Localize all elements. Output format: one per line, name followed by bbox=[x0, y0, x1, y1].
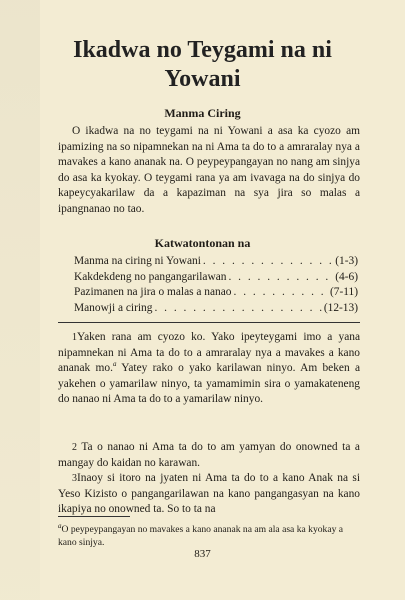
intro-heading: Manma Ciring bbox=[164, 106, 241, 120]
outline-item-ref: (1-3) bbox=[335, 255, 358, 267]
footnote-marker: a bbox=[112, 360, 117, 369]
outline-item bbox=[74, 285, 358, 301]
verse-number: 1 bbox=[72, 332, 77, 343]
outline-item-label: Manowji a ciring bbox=[74, 301, 153, 314]
outline-leader-dots bbox=[201, 254, 335, 270]
outline-leader-dots bbox=[226, 270, 335, 286]
outline-item bbox=[74, 270, 358, 286]
outline-leader-dots bbox=[152, 301, 323, 317]
footnote-rule bbox=[58, 516, 130, 517]
book-title-line-1: Ikadwa no Teygami na ni bbox=[73, 37, 332, 63]
outline-item bbox=[74, 254, 358, 270]
verse-number: 3 bbox=[72, 473, 77, 484]
verse-text: Ta o nanao ni Ama ta do to am yamyan do onowned ta a mangay do kaidan no karawan. bbox=[58, 441, 360, 469]
verse-text: Yatey rako o yako karilawan ninyo. Am beken a yakehen o yamarilaw ninyo, ta yamamimin sira o yamakateneng do nanao ni Ama ta do to a yamarilaw ninyo. bbox=[58, 362, 360, 406]
section-divider bbox=[58, 322, 360, 323]
outline-item-label: Manma na ciring ni Yowani bbox=[74, 255, 201, 267]
book-title-line-2: Yowani bbox=[164, 66, 241, 92]
footnote-text: O peypeypangayan no mavakes a kano ananak na am ala asa ka kyokay a kano sinjya. bbox=[58, 524, 344, 548]
footnote-marker: a bbox=[58, 521, 62, 530]
outline-item-ref: (7-11) bbox=[329, 286, 358, 299]
verse-text: Yaken rana am cyozo ko. Yako ipeyteygami imo a yana nipamnekan ni Ama ta do to a amraralay nya a mavakes a kano ananak mo. bbox=[58, 331, 360, 375]
outline-item-label: Kakdekdeng no pangangarilawan bbox=[74, 270, 227, 283]
verse-block-1 bbox=[58, 330, 360, 408]
page-number: 837 bbox=[194, 548, 211, 560]
outline-item-ref: (4-6) bbox=[335, 270, 358, 283]
verse-number: 2 bbox=[72, 442, 77, 453]
outline-item-ref: (12-13) bbox=[323, 301, 358, 314]
verse-block-2 bbox=[58, 440, 360, 471]
outline-item bbox=[74, 301, 358, 317]
verse-text: Inaoy si itoro na jyaten ni Ama ta do to a kano Anak na si Yeso Kizisto o pangangarilawan na kano pangangasyan na kano ikapiya no onowned ta. So to ta na bbox=[58, 472, 360, 516]
outline-item-label: Pazimanen na jira o malas a nanao bbox=[74, 286, 232, 299]
footnote bbox=[58, 521, 360, 549]
verse-block-3 bbox=[58, 471, 360, 518]
outline-leader-dots bbox=[232, 285, 330, 301]
intro-paragraph: O ikadwa na no teygami na ni Yowani a asa ka cyozo am ipamizing na so nipamnekan na ni Ama ta do to a amraralay nya a mavakes a kano ananak na. O peypeypangayan no nang am sinjya do asa ka kyokay. O teygami rana ya am ivavaga na do sinjya do kapeycyakarilaw da a kapaziman na sya jira so malas a ipangnanao no tao. bbox=[58, 125, 360, 215]
outline-list bbox=[74, 254, 358, 316]
book-title bbox=[30, 36, 375, 94]
outline-heading: Katwatontonan na bbox=[154, 236, 251, 250]
